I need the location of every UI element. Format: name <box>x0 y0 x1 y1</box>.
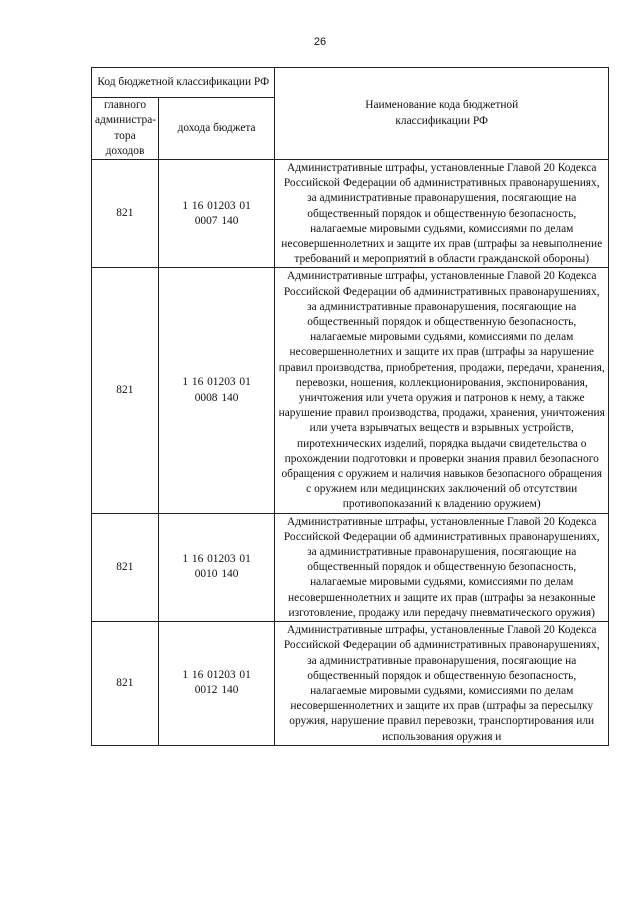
header-name-column: Наименование кода бюджетной классификации РФ <box>275 68 609 160</box>
description-cell: Административные штрафы, установленные Главой 20 Кодекса Российской Федерации об административных правонарушениях, за административные правонарушения, посягающие на общественный порядок и общественную безопасность, налагаемые мировыми судьями, комиссиями по делам несовершеннолетних и защите их прав (штрафы за незаконные изготовление, продажу или передачу пневматического оружия) <box>275 513 609 621</box>
income-code-cell: 1 16 01203 01 0008 140 <box>158 268 275 513</box>
page-number: 26 <box>313 36 327 48</box>
table-row <box>92 513 609 621</box>
description-cell: Административные штрафы, установленные Главой 20 Кодекса Российской Федерации об административных правонарушениях, за административные правонарушения, посягающие на общественный порядок и общественную безопасность, налагаемые мировыми судьями, комиссиями по делам несовершеннолетних и защите их прав (штрафы за невыполнение требований и мероприятий в области гражданской обороны) <box>275 160 609 268</box>
header-code-group: Код бюджетной классификации РФ <box>92 68 275 98</box>
table-row <box>92 622 609 746</box>
table-body <box>92 160 609 746</box>
admin-code-cell: 821 <box>92 622 159 746</box>
description-cell: Административные штрафы, установленные Главой 20 Кодекса Российской Федерации об административных правонарушениях, за административные правонарушения, посягающие на общественный порядок и общественную безопасность, налагаемые мировыми судьями, комиссиями по делам несовершеннолетних и защите их прав (штрафы за нарушение правил производства, приобретения, продажи, передачи, хранения, перевозки, ношения, коллекционирования, экспонирования, уничтожения или учета оружия и патронов к нему, а также нарушение правил производства, продажи, хранения, уничтожения или учета взрывчатых веществ и взрывных устройств, пиротехнических изделий, порядка выдачи свидетельства о прохождении подготовки и проверки знания правил безопасного обращения с оружием и наличия навыков безопасного обращения с оружием или медицинских заключений об отсутствии противопоказаний к владению оружием) <box>275 268 609 513</box>
income-code-cell: 1 16 01203 01 0010 140 <box>158 513 275 621</box>
description-cell: Административные штрафы, установленные Главой 20 Кодекса Российской Федерации об административных правонарушениях, за административные правонарушения, посягающие на общественный порядок и общественную безопасность, налагаемые мировыми судьями, комиссиями по делам несовершеннолетних и защите их прав (штрафы за пересылку оружия, нарушение правил перевозки, транспортирования или использования оружия и <box>275 622 609 746</box>
admin-code-cell: 821 <box>92 160 159 268</box>
income-code-cell: 1 16 01203 01 0012 140 <box>158 622 275 746</box>
budget-classification-table <box>91 67 609 746</box>
table-row <box>92 160 609 268</box>
table-header <box>92 68 609 160</box>
admin-code-cell: 821 <box>92 513 159 621</box>
income-code-cell: 1 16 01203 01 0007 140 <box>158 160 275 268</box>
admin-code-cell: 821 <box>92 268 159 513</box>
header-income-column: дохода бюджета <box>158 98 275 160</box>
table-row <box>92 268 609 513</box>
header-admin-column: главного администра-тора доходов <box>92 98 159 160</box>
